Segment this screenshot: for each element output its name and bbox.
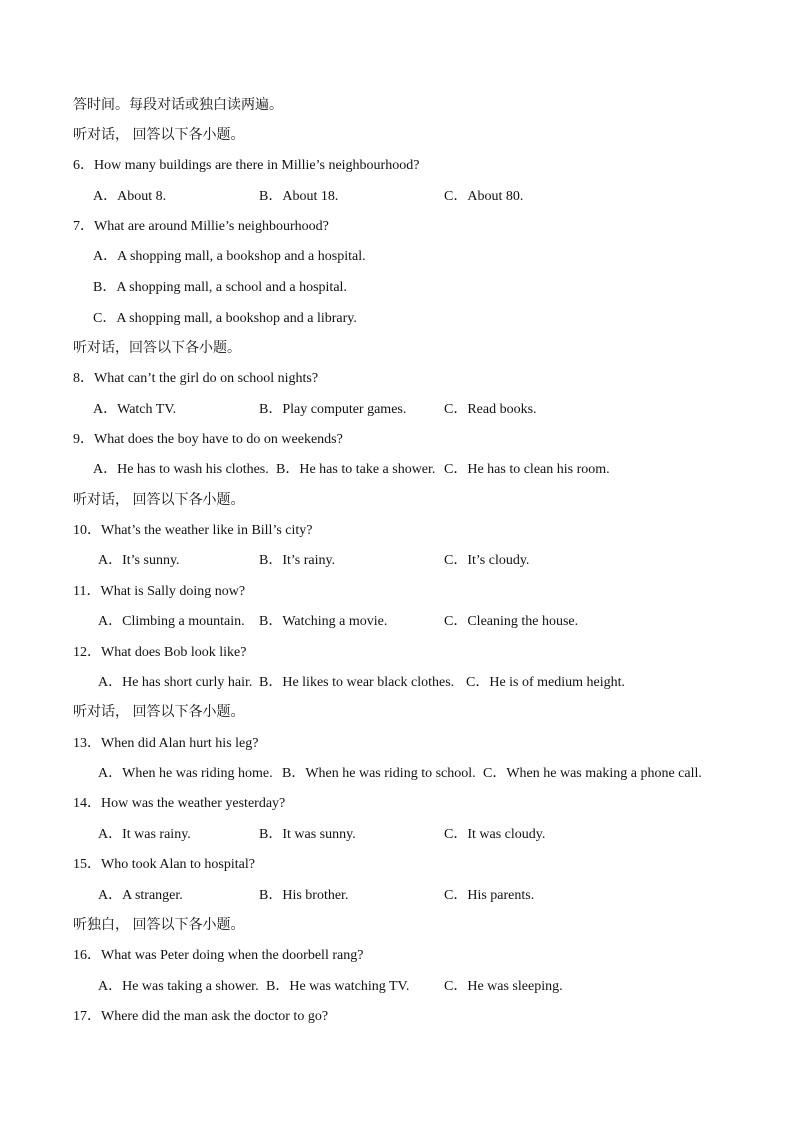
question-9: 9．What does the boy have to do on weekends? xyxy=(73,432,343,447)
option-9-c: C．He has to clean his room. xyxy=(444,462,610,477)
option-9-b: B．He has to take a shower. xyxy=(276,462,436,477)
section-heading: 听对话，回答以下各小题。 xyxy=(73,341,241,356)
section-heading: 听对话， 回答以下各小题。 xyxy=(73,493,245,508)
option-9-a: A．He has to wash his clothes. xyxy=(93,462,269,477)
option-12-b: B．He likes to wear black clothes. xyxy=(259,675,455,690)
question-12: 12．What does Bob look like? xyxy=(73,645,247,660)
option-6-a: A．About 8. xyxy=(93,189,167,204)
option-12-a: A．He has short curly hair. xyxy=(98,675,253,690)
option-11-a: A．Climbing a mountain. xyxy=(98,614,245,629)
option-7-b: B．A shopping mall, a school and a hospital. xyxy=(93,280,347,295)
section-heading: 听对话， 回答以下各小题。 xyxy=(73,705,245,720)
option-12-c: C．He is of medium height. xyxy=(466,675,626,690)
option-10-b: B．It’s rainy. xyxy=(259,553,336,568)
section-heading: 听对话， 回答以下各小题。 xyxy=(73,128,245,143)
option-14-a: A．It was rainy. xyxy=(98,827,191,842)
option-14-c: C．It was cloudy. xyxy=(444,827,546,842)
question-13: 13．When did Alan hurt his leg? xyxy=(73,736,259,751)
option-15-c: C．His parents. xyxy=(444,888,535,903)
option-15-b: B．His brother. xyxy=(259,888,349,903)
option-11-b: B．Watching a movie. xyxy=(259,614,388,629)
question-14: 14．How was the weather yesterday? xyxy=(73,796,286,811)
question-10: 10．What’s the weather like in Bill’s city? xyxy=(73,523,313,538)
option-8-b: B．Play computer games. xyxy=(259,402,407,417)
option-10-c: C．It’s cloudy. xyxy=(444,553,530,568)
option-13-c: C．When he was making a phone call. xyxy=(483,766,702,781)
question-8: 8．What can’t the girl do on school nights? xyxy=(73,371,319,386)
option-16-c: C．He was sleeping. xyxy=(444,979,563,994)
option-7-a: A．A shopping mall, a bookshop and a hospital. xyxy=(93,249,366,264)
option-10-a: A．It’s sunny. xyxy=(98,553,180,568)
question-11: 11．What is Sally doing now? xyxy=(73,584,246,599)
question-16: 16．What was Peter doing when the doorbell rang? xyxy=(73,948,364,963)
question-15: 15．Who took Alan to hospital? xyxy=(73,857,255,872)
question-6: 6．How many buildings are there in Millie’s neighbourhood? xyxy=(73,158,420,173)
question-17: 17．Where did the man ask the doctor to go? xyxy=(73,1009,329,1024)
option-7-c: C．A shopping mall, a bookshop and a library. xyxy=(93,311,357,326)
option-6-b: B．About 18. xyxy=(259,189,339,204)
option-13-b: B．When he was riding to school. xyxy=(282,766,476,781)
option-8-a: A．Watch TV. xyxy=(93,402,177,417)
option-15-a: A．A stranger. xyxy=(98,888,183,903)
option-6-c: C．About 80. xyxy=(444,189,524,204)
option-11-c: C．Cleaning the house. xyxy=(444,614,579,629)
option-16-a: A．He was taking a shower. xyxy=(98,979,259,994)
question-7: 7．What are around Millie’s neighbourhood? xyxy=(73,219,329,234)
option-16-b: B．He was watching TV. xyxy=(266,979,410,994)
instruction-text: 答时间。每段对话或独白读两遍。 xyxy=(73,98,283,113)
option-8-c: C．Read books. xyxy=(444,402,537,417)
option-13-a: A．When he was riding home. xyxy=(98,766,273,781)
section-heading: 听独白， 回答以下各小题。 xyxy=(73,918,245,933)
option-14-b: B．It was sunny. xyxy=(259,827,356,842)
